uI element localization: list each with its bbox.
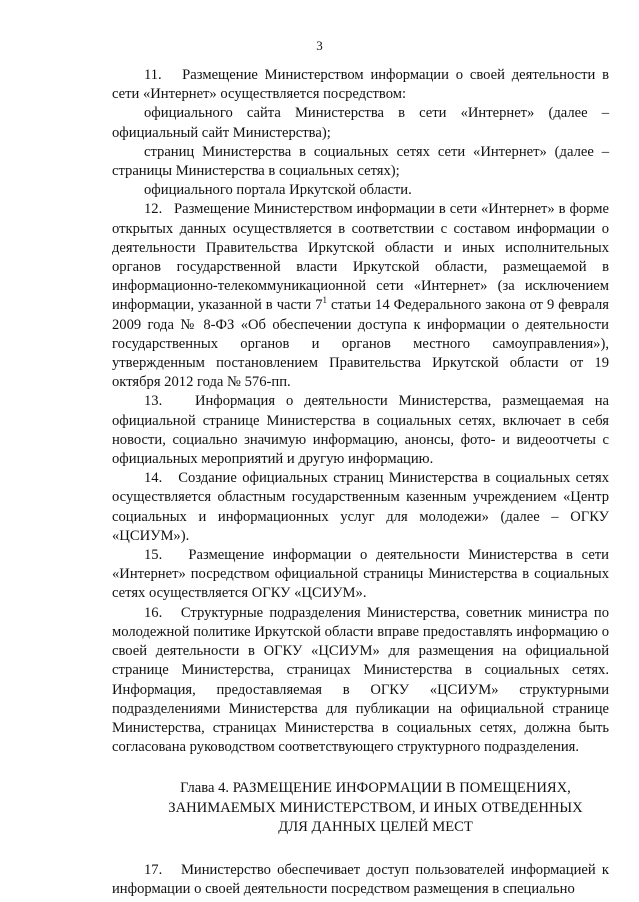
paragraph-12-text-before: 12. Размещение Министерством информации в сети «Интернет» в форме открытых данных осуществляется в соответствии с составом информации о деятельности Правительства Иркутской области и иных исполнительных органов государственной власти Иркутской области, размещаемой в информационно-телекоммуникационной сети «Интернет» (за исключением информации, указанной в части 7 [112,201,609,314]
paragraph-11: 11. Размещение Министерством информации о своей деятельности в сети «Интернет» осуществляется посредством: [112,67,609,103]
chapter-heading-line-3: ДЛЯ ДАННЫХ ЦЕЛЕЙ МЕСТ [278,818,473,835]
chapter-heading [112,779,609,837]
chapter-heading-line-2: ЗАНИМАЕМЫХ МИНИСТЕРСТВОМ, И ИНЫХ ОТВЕДЕННЫХ [168,799,583,816]
paragraph-14: 14. Создание официальных страниц Министерства в социальных сетях осуществляется областным государственным казенным учреждением «Центр социальных и информационных услуг для молодежи» (далее – ОГКУ «ЦСИУМ»). [112,470,609,544]
paragraph-13: 13. Информация о деятельности Министерства, размещаемая на официальной странице Министерства в социальных сетях, включает в себя новости, социально значимую информацию, анонсы, фото- и видеоотчеты с официальных мероприятий и другую информацию. [112,393,609,468]
paragraph-12 [112,200,609,392]
paragraph-17: 17. Министерство обеспечивает доступ пользователей информацией к информации о своей деятельности посредством размещения в специально [112,861,609,898]
paragraph-11-item-social: страниц Министерства в социальных сетях сети «Интернет» (далее – страницы Министерства в социальных сетях); [112,143,609,180]
paragraph-16: 16. Структурные подразделения Министерства, советник министра по молодежной политике Иркутской области вправе предоставлять информацию о своей деятельности в ОГКУ «ЦСИУМ» для размещения на официальной странице Министерства, страницах Министерства в социальных сетях. Информация, предоставляемая в ОГКУ «ЦСИУМ» структурными подразделениями Министерства для публикации на официальной странице Министерства, страницах Министерства в социальных сетях, должна быть согласована руководством соответствующего структурного подразделения. [112,604,609,756]
chapter-heading-line-1: Глава 4. РАЗМЕЩЕНИЕ ИНФОРМАЦИИ В ПОМЕЩЕНИЯХ, [180,780,571,797]
paragraph-11-item-site: официального сайта Министерства в сети «Интернет» (далее – официальный сайт Министерства); [112,105,609,141]
paragraph-15: 15. Размещение информации о деятельности Министерства в сети «Интернет» посредством официальной страницы Министерства в социальных сетях осуществляется ОГКУ «ЦСИУМ». [112,547,609,602]
paragraph-11-item-portal: официального портала Иркутской области. [144,182,412,199]
paragraph-12-text-after: статьи 14 Федерального закона от 9 февраля 2009 года № 8-ФЗ «Об обеспечении доступа к информации о деятельности государственных органов и органов местного самоуправления»), утвержденным постановлением Правительства Иркутской области от 19 октября 2012 года № 576-пп. [112,297,609,391]
page-number: 3 [316,38,323,53]
superscript-one: 1 [322,295,328,306]
document-body [112,66,609,899]
